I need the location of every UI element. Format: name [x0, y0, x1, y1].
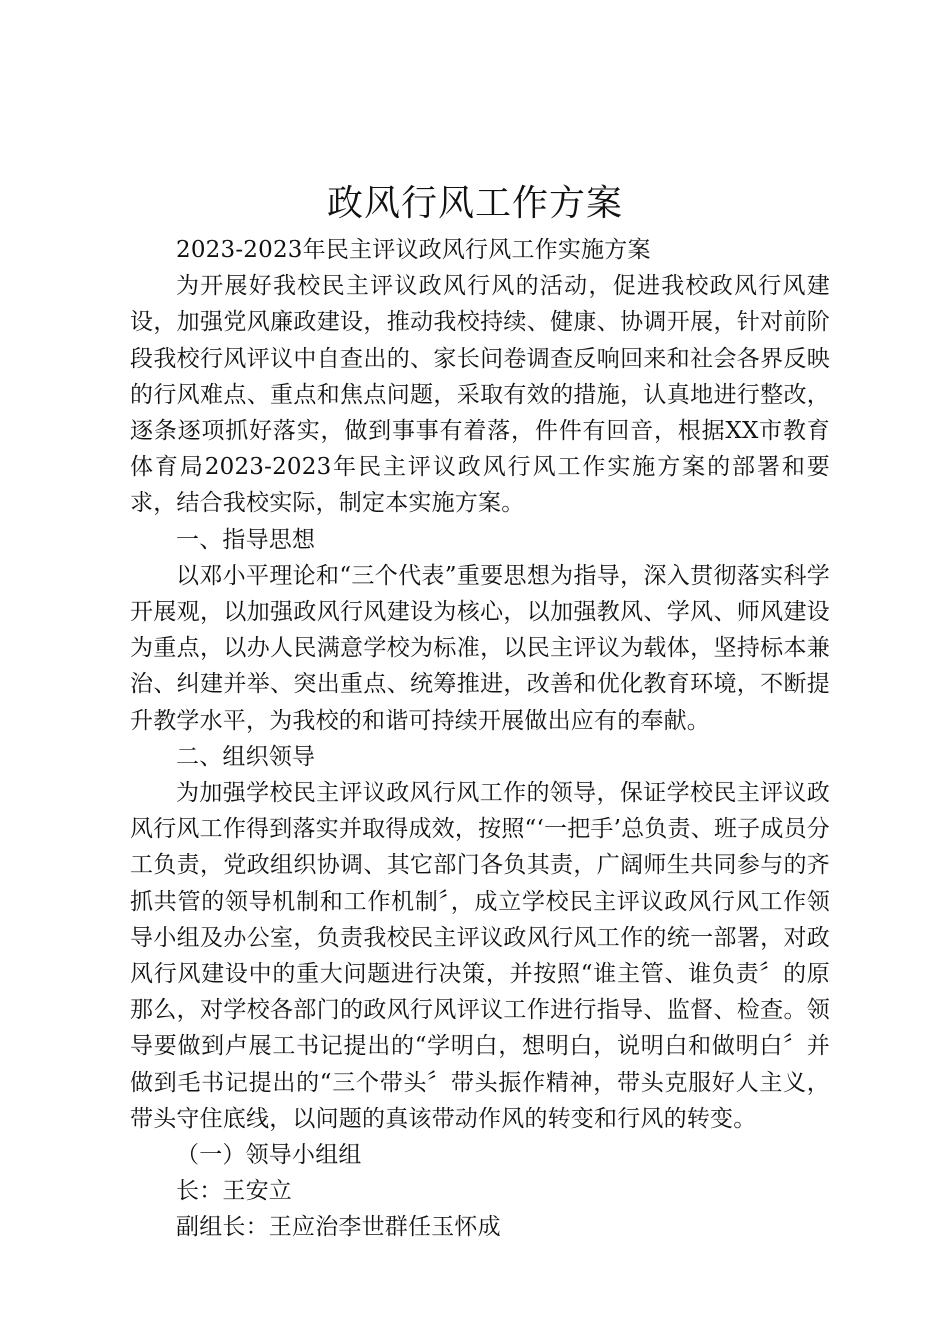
subtitle-paragraph: 2023-2023年民主评议政风行风工作实施方案 [176, 237, 651, 263]
intro-paragraph: 为开展好我校民主评议政风行风的活动，促进我校政风行风建设，加强党风廉政建设，推动我校持续、健康、协调开展，针对前阶段我校行风评议中自查出的、家长问卷调查反响回来和社会各界反映的行风难点、重点和焦点问题，采取有效的措施，认真地进行整改，逐条逐项抓好落实，做到事事有着落，件件有回音，根据XX市教育体育局2023-2023年民主评议政风行风工作实施方案的部署和要求，结合我校实际，制定本实施方案。 [130, 273, 830, 517]
section-heading-guiding-ideology: 一、指导思想 [176, 526, 316, 553]
document-title: 政风行风工作方案 [326, 183, 623, 224]
organization-paragraph: 为加强学校民主评议政风行风工作的领导，保证学校民主评议政风行风工作得到落实并取得成效，按照“‘一把手’总负责、班子成员分工负责，党政组织协调、其它部门各负其责，广阔师生共同参与的齐抓共管的领导机制和工作机制〞，成立学校民主评议政风行风工作领导小组及办公室，负责我校民主评议政风行风工作的统一部署，对政风行风建设中的重大问题进行决策，并按照“谁主管、谁负责〞的原那么，对学校各部门的政风行风评议工作进行指导、监督、检查。领导要做到卢展工书记提出的“学明白，想明白，说明白和做明白〞并做到毛书记提出的“三个带头〞带头振作精神，带头克服好人主义，带头守住底线，以问题的真该带动作风的转变和行风的转变。 [130, 780, 830, 1132]
section-heading-organization: 二、组织领导 [176, 743, 316, 770]
subsection-heading-leading-group: （一）领导小组组 [176, 1142, 362, 1169]
group-leader-line: 长：王安立 [176, 1178, 292, 1205]
guiding-ideology-paragraph: 以邓小平理论和“三个代表”重要思想为指导，深入贯彻落实科学开展观，以加强政风行风建设为核心，以加强教风、学风、师风建设为重点，以办人民满意学校为标准，以民主评议为载体，坚持标本兼治、纠建并举、突出重点、统筹推进，改善和优化教育环境，不断提升教学水平，为我校的和谐可持续开展做出应有的奉献。 [130, 562, 830, 734]
document-body [130, 232, 830, 1246]
deputy-leader-line: 副组长：王应治李世群任玉怀成 [176, 1214, 501, 1241]
